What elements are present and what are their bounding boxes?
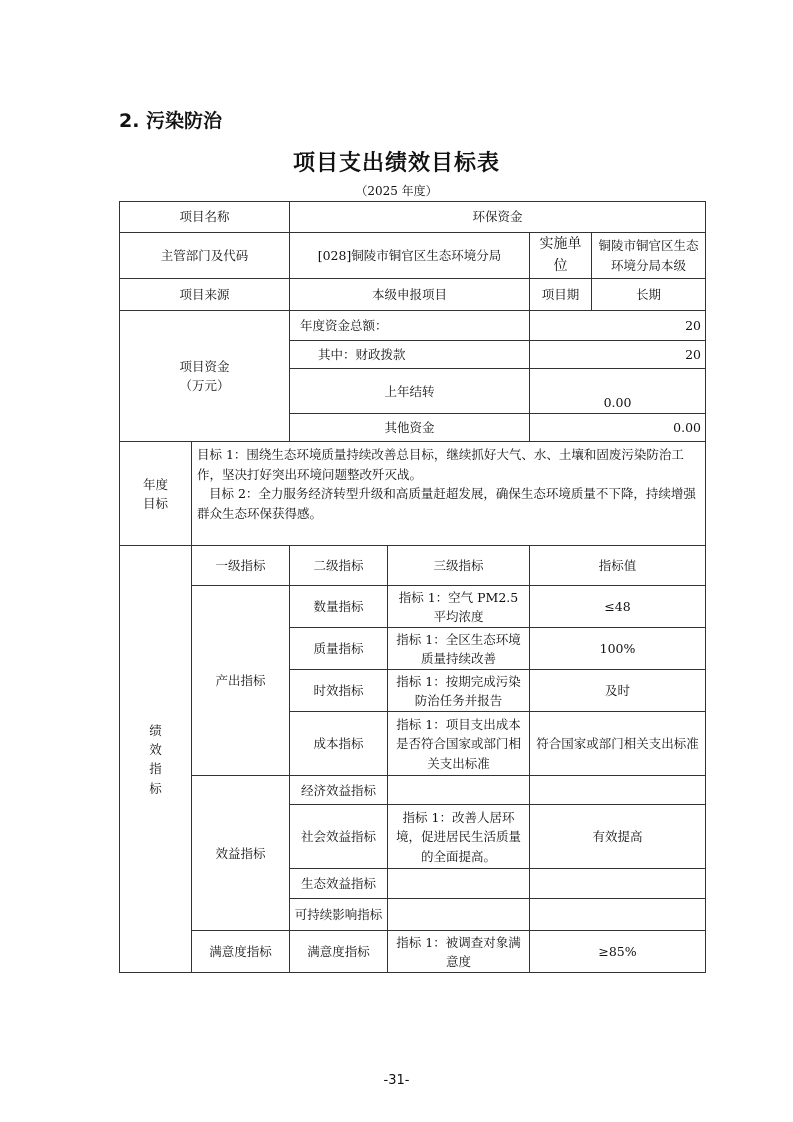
impl-label: 实施单位 [530, 233, 592, 279]
project-name-value: 环保资金 [290, 202, 706, 233]
table-row [120, 776, 706, 805]
output-level3: 指标 1：全区生态环境质量持续改善 [388, 628, 530, 670]
output-level2: 数量指标 [290, 586, 388, 628]
perf-side-label-3: 标 [149, 780, 162, 796]
row-project-name [120, 202, 706, 233]
header-level2: 二级指标 [290, 546, 388, 586]
perf-side-label-0: 绩 [149, 722, 162, 738]
goals-label-1: 年度 [142, 476, 168, 492]
benefit-level3 [388, 776, 530, 805]
goal-1: 目标 1：围绕生态环境质量持续改善总目标，继续抓好大气、水、土壤和固废污染防治工作，坚决打好突出环境问题整改歼灭战。 [197, 447, 684, 482]
page-title: 项目支出绩效目标表 [292, 151, 500, 176]
funds-fiscal-value: 20 [530, 341, 706, 369]
funds-fiscal-label: 其中：财政拨款 [290, 341, 530, 369]
benefit-level2: 生态效益指标 [290, 869, 388, 899]
output-level3: 指标 1：项目支出成本是否符合国家或部门相关支出标准 [388, 712, 530, 776]
output-value: ≤48 [530, 586, 706, 628]
table-row [120, 586, 706, 628]
row-dept [120, 233, 706, 279]
benefit-level2: 经济效益指标 [290, 776, 388, 805]
row-goals [120, 442, 706, 546]
output-level2: 时效指标 [290, 670, 388, 712]
benefit-label: 效益指标 [192, 776, 290, 931]
output-level3: 指标 1：按期完成污染防治任务并报告 [388, 670, 530, 712]
header-level3: 三级指标 [388, 546, 530, 586]
page-number: -31- [383, 1073, 410, 1088]
source-value: 本级申报项目 [290, 279, 530, 311]
funds-unit: （万元） [179, 378, 230, 394]
benefit-level2: 可持续影响指标 [290, 899, 388, 931]
table-row [120, 931, 706, 973]
dept-label: 主管部门及代码 [120, 233, 290, 279]
perf-side-label-cell [120, 546, 192, 973]
funds-label: 项目资金 [179, 359, 230, 374]
satisfaction-value: ≥85% [530, 931, 706, 973]
output-label: 产出指标 [192, 586, 290, 776]
benefit-value: 有效提高 [530, 805, 706, 869]
performance-table [119, 201, 706, 973]
output-value: 100% [530, 628, 706, 670]
funds-other-value: 0.00 [530, 414, 706, 442]
source-label: 项目来源 [120, 279, 290, 311]
funds-total-value: 20 [530, 311, 706, 341]
funds-carry-label: 上年结转 [290, 369, 530, 414]
row-perf-header [120, 546, 706, 586]
project-name-label: 项目名称 [120, 202, 290, 233]
funds-total-label: 年度资金总额： [290, 311, 530, 341]
year-label: （2025 年度） [355, 184, 438, 198]
period-label: 项目期 [530, 279, 592, 311]
satisfaction-level2: 满意度指标 [290, 931, 388, 973]
benefit-level2: 社会效益指标 [290, 805, 388, 869]
row-funds-total [120, 311, 706, 341]
row-source [120, 279, 706, 311]
dept-value: [028]铜陵市铜官区生态环境分局 [290, 233, 530, 279]
benefit-value [530, 899, 706, 931]
perf-side-label-1: 效 [149, 742, 162, 757]
output-level2: 质量指标 [290, 628, 388, 670]
benefit-level3 [388, 899, 530, 931]
perf-side-label-2: 指 [149, 761, 162, 777]
goals-label-2: 目标 [142, 495, 168, 511]
benefit-level3 [388, 869, 530, 899]
header-level1: 一级指标 [192, 546, 290, 586]
benefit-value [530, 776, 706, 805]
section-heading: 2. 污染防治 [119, 110, 223, 132]
goal-2: 目标 2：全力服务经济转型升级和高质量赶超发展，确保生态环境质量不下降，持续增强群众生态环保获得感。 [197, 486, 696, 521]
goals-content [192, 442, 706, 546]
funds-carry-value-cell [530, 369, 706, 414]
output-value: 符合国家或部门相关支出标准 [530, 712, 706, 776]
period-value: 长期 [592, 279, 706, 311]
output-level2: 成本指标 [290, 712, 388, 776]
output-level3: 指标 1：空气 PM2.5 平均浓度 [388, 586, 530, 628]
funds-other-label: 其他资金 [290, 414, 530, 442]
satisfaction-label: 满意度指标 [192, 931, 290, 973]
benefit-level3: 指标 1：改善人居环境，促进居民生活质量的全面提高。 [388, 805, 530, 869]
impl-value: 铜陵市铜官区生态环境分局本级 [592, 233, 706, 279]
funds-carry-value: 0.00 [603, 395, 632, 410]
satisfaction-level3: 指标 1：被调查对象满意度 [388, 931, 530, 973]
header-value: 指标值 [530, 546, 706, 586]
benefit-value [530, 869, 706, 899]
goals-label-cell [120, 442, 192, 546]
funds-label-cell [120, 311, 290, 442]
output-value: 及时 [530, 670, 706, 712]
